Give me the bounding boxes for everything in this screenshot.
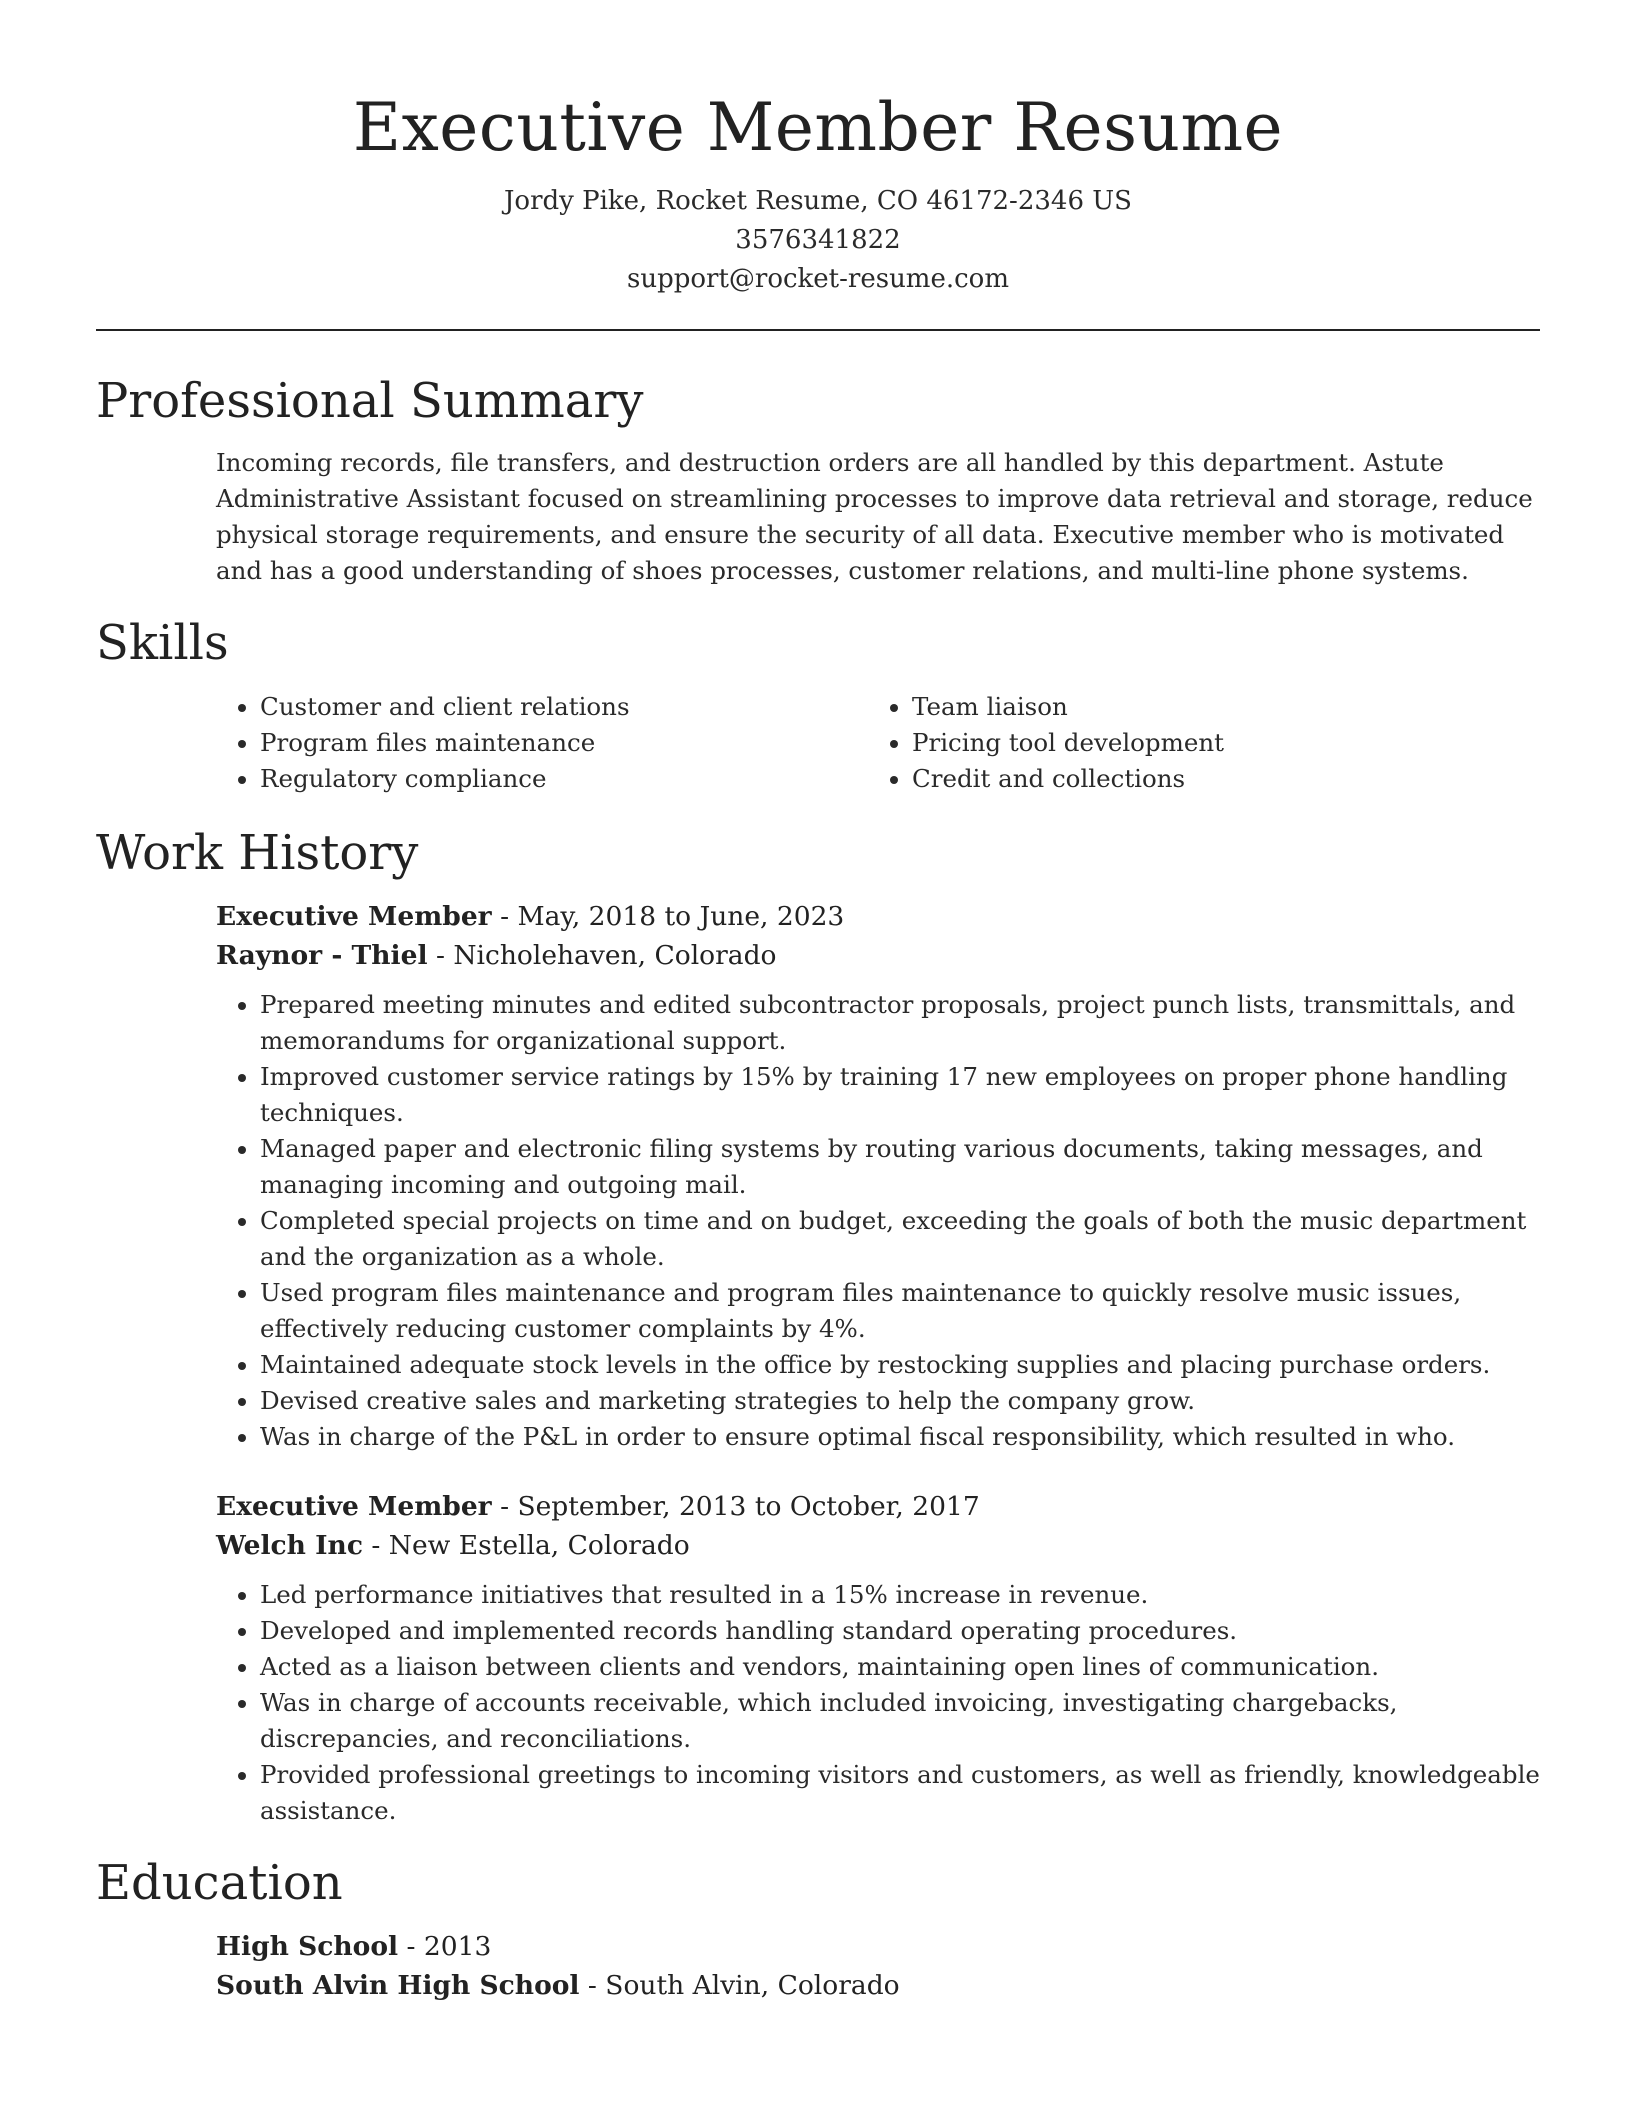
job-bullet: • Completed special projects on time and on budget, exceeding the goals of both the music department and the organization as a whole. bbox=[260, 1203, 1540, 1275]
education-school-line bbox=[216, 1966, 1540, 2005]
job-role: Executive Member bbox=[216, 1491, 492, 1522]
job-role: Executive Member bbox=[216, 901, 492, 932]
education-school: South Alvin High School bbox=[216, 1970, 580, 2001]
work-history-section bbox=[96, 825, 1540, 1829]
education-degree-line bbox=[216, 1927, 1540, 1966]
contact-address: Jordy Pike, Rocket Resume, CO 46172-2346 US bbox=[504, 186, 1132, 216]
job-bullet: • Led performance initiatives that resulted in a 15% increase in revenue. bbox=[260, 1577, 1540, 1613]
job-dates: - May, 2018 to June, 2023 bbox=[491, 901, 845, 932]
job-bullet-list bbox=[216, 1577, 1540, 1829]
job-company-line bbox=[216, 1526, 1540, 1565]
skills-heading: Skills bbox=[96, 615, 229, 671]
education-location: - South Alvin, Colorado bbox=[579, 1970, 900, 2001]
contact-phone: 3576341822 bbox=[735, 225, 901, 255]
education-entry bbox=[216, 1927, 1540, 2005]
resume-page bbox=[96, 0, 1540, 2005]
job-location: - Nicholehaven, Colorado bbox=[427, 940, 777, 971]
job-bullet: • Developed and implemented records handling standard operating procedures. bbox=[260, 1613, 1540, 1649]
resume-title: Executive Member Resume bbox=[352, 89, 1284, 166]
job-bullet: • Managed paper and electronic filing systems by routing various documents, taking messages, and managing incoming and outgoing mail. bbox=[260, 1131, 1540, 1203]
skill-item: • Pricing tool development bbox=[912, 725, 1520, 761]
summary-section bbox=[96, 373, 1540, 589]
skills-column-right bbox=[868, 689, 1520, 797]
job-bullet: • Maintained adequate stock levels in the office by restocking supplies and placing purchase orders. bbox=[260, 1347, 1540, 1383]
contact-block bbox=[96, 182, 1540, 299]
job-bullet: • Used program files maintenance and program files maintenance to quickly resolve music issues, effectively reducing customer complaints by 4%. bbox=[260, 1275, 1540, 1347]
education-year: - 2013 bbox=[398, 1931, 492, 1962]
job-bullet: • Was in charge of accounts receivable, which included invoicing, investigating chargebacks, discrepancies, and reconciliations. bbox=[260, 1685, 1540, 1757]
job-entry bbox=[216, 897, 1540, 975]
job-title-line bbox=[216, 897, 1540, 936]
job-location: - New Estella, Colorado bbox=[362, 1530, 690, 1561]
job-entry bbox=[216, 1487, 1540, 1565]
job-bullet: • Was in charge of the P&L in order to ensure optimal fiscal responsibility, which resulted in who. bbox=[260, 1419, 1540, 1455]
job-company: Welch Inc bbox=[216, 1530, 363, 1561]
work-history-heading: Work History bbox=[96, 825, 419, 881]
job-company-line bbox=[216, 936, 1540, 975]
skill-item: • Customer and client relations bbox=[260, 689, 868, 725]
job-bullet: • Acted as a liaison between clients and vendors, maintaining open lines of communication. bbox=[260, 1649, 1540, 1685]
summary-text: Incoming records, file transfers, and destruction orders are all handled by this department. Astute Administrative Assistant focused on streamlining processes to improve data retrieval and storage, reduce physical storage requirements, and ensure the security of all data. Executive member who is motivated and has a good understanding of shoes processes, customer relations, and multi-line phone systems. bbox=[216, 448, 1533, 585]
education-heading: Education bbox=[96, 1855, 343, 1911]
job-bullet: • Prepared meeting minutes and edited subcontractor proposals, project punch lists, transmittals, and memorandums for organizational support. bbox=[260, 987, 1540, 1059]
job-dates: - September, 2013 to October, 2017 bbox=[491, 1491, 980, 1522]
education-section bbox=[96, 1855, 1540, 2005]
education-degree: High School bbox=[216, 1931, 399, 1962]
job-bullet: • Provided professional greetings to incoming visitors and customers, as well as friendly, knowledgeable assistance. bbox=[260, 1757, 1540, 1829]
header-divider bbox=[96, 329, 1540, 331]
job-bullet: • Improved customer service ratings by 15% by training 17 new employees on proper phone handling techniques. bbox=[260, 1059, 1540, 1131]
job-bullet: • Devised creative sales and marketing strategies to help the company grow. bbox=[260, 1383, 1540, 1419]
skill-item: • Regulatory compliance bbox=[260, 761, 868, 797]
skill-item: • Program files maintenance bbox=[260, 725, 868, 761]
skills-section bbox=[96, 615, 1540, 797]
job-bullet-list bbox=[216, 987, 1540, 1455]
skills-column-left bbox=[216, 689, 868, 797]
summary-heading: Professional Summary bbox=[96, 373, 644, 429]
job-company: Raynor - Thiel bbox=[216, 940, 428, 971]
skill-item: • Credit and collections bbox=[912, 761, 1520, 797]
contact-email: support@rocket-resume.com bbox=[626, 264, 1009, 294]
skill-item: • Team liaison bbox=[912, 689, 1520, 725]
job-title-line bbox=[216, 1487, 1540, 1526]
